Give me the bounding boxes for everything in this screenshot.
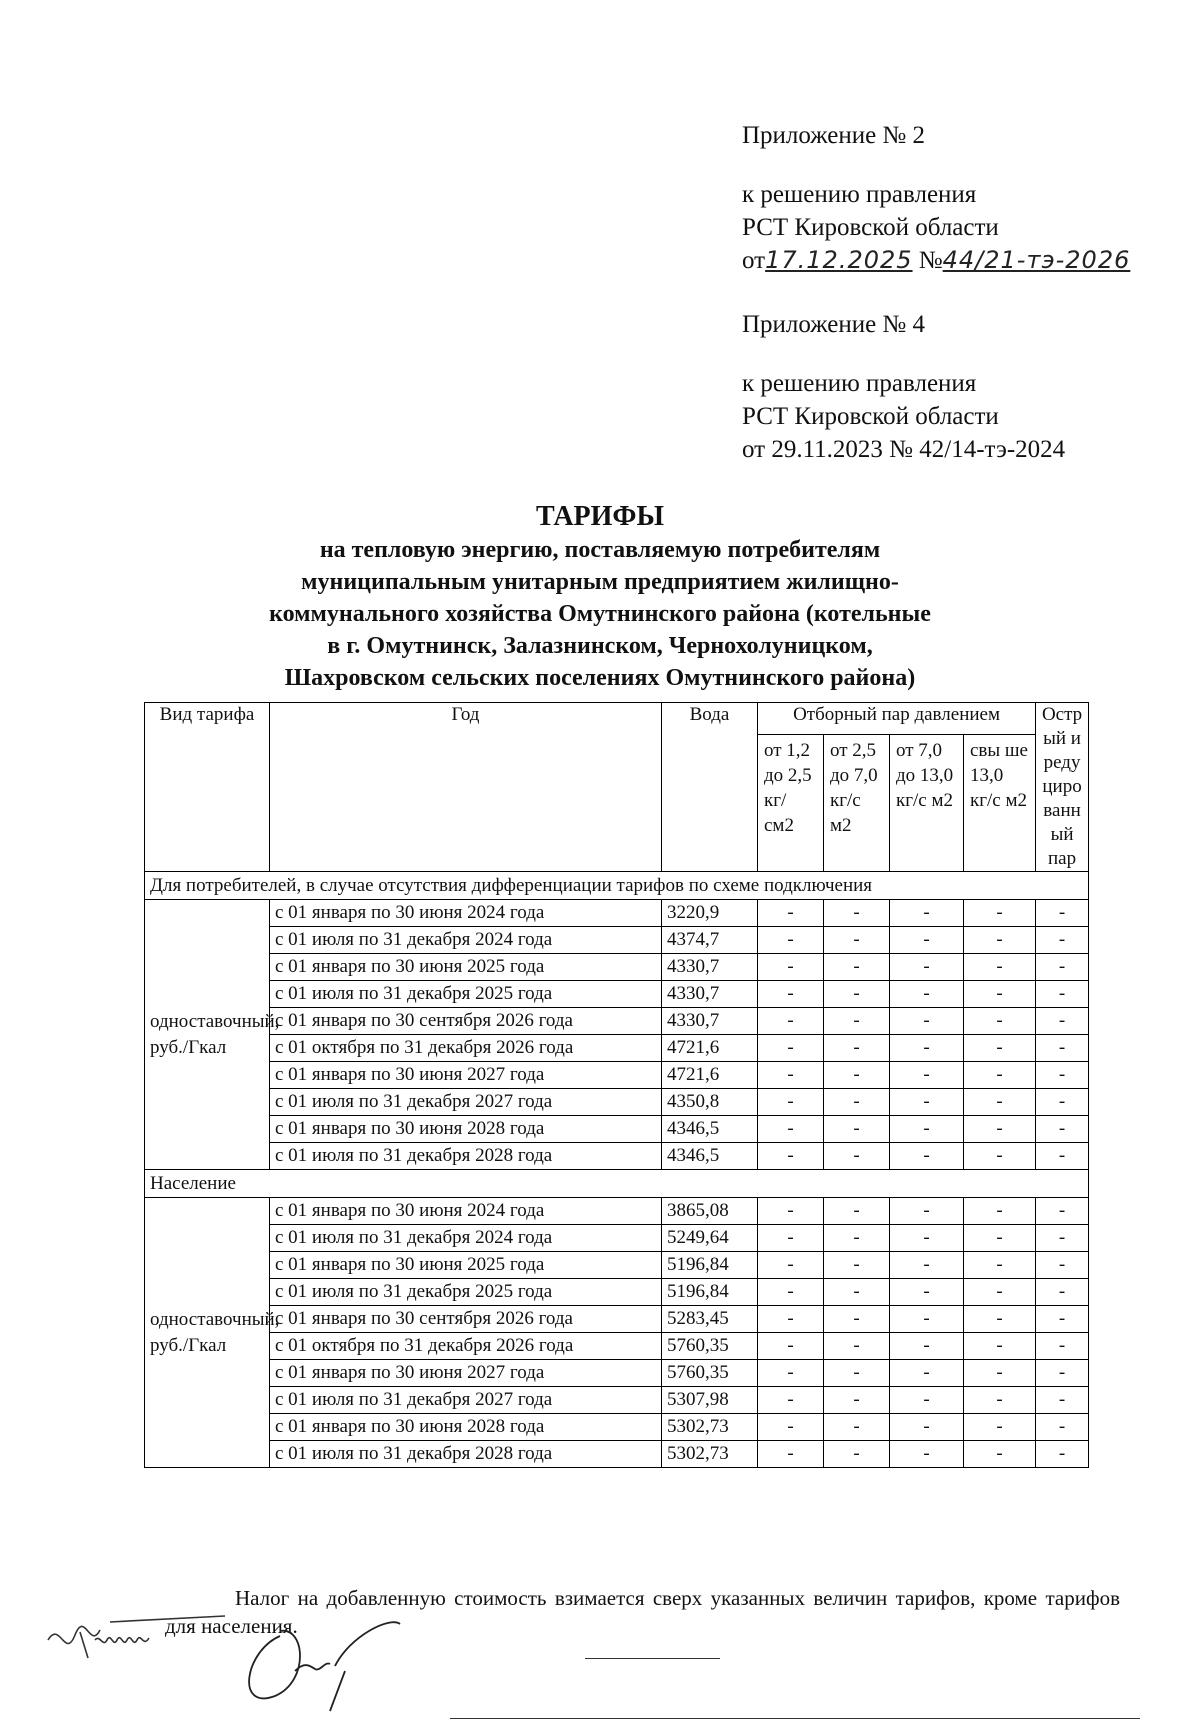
period-cell: с 01 января по 30 июня 2027 года: [270, 1360, 662, 1387]
water-tariff-cell: 4721,6: [662, 1035, 758, 1062]
empty-tariff-cell: -: [1036, 927, 1089, 954]
number-prefix: №: [918, 247, 943, 274]
empty-tariff-cell: -: [890, 1387, 964, 1414]
empty-tariff-cell: -: [758, 1360, 824, 1387]
section-label: Население: [145, 1170, 1089, 1198]
empty-tariff-cell: -: [758, 1116, 824, 1143]
table-row: [145, 1116, 1089, 1143]
empty-tariff-cell: -: [964, 981, 1036, 1008]
empty-tariff-cell: -: [1036, 1441, 1089, 1468]
empty-tariff-cell: -: [890, 1252, 964, 1279]
water-tariff-cell: 4330,7: [662, 981, 758, 1008]
period-cell: с 01 января по 30 июня 2024 года: [270, 900, 662, 927]
annex-decision-line: [742, 244, 1130, 277]
empty-tariff-cell: -: [1036, 1414, 1089, 1441]
section-label: Для потребителей, в случае отсутствия дифференциации тарифов по схеме подключения: [145, 872, 1089, 900]
empty-tariff-cell: -: [824, 1198, 890, 1225]
title-line: в г. Омутнинск, Залазнинском, Чернохолуницком,: [327, 633, 873, 659]
empty-tariff-cell: -: [1036, 1089, 1089, 1116]
period-cell: с 01 января по 30 июня 2027 года: [270, 1062, 662, 1089]
empty-tariff-cell: -: [1036, 1306, 1089, 1333]
table-row: [145, 1306, 1089, 1333]
table-row: [145, 1441, 1089, 1468]
water-tariff-cell: 5307,98: [662, 1387, 758, 1414]
empty-tariff-cell: -: [824, 1035, 890, 1062]
period-cell: с 01 июля по 31 декабря 2027 года: [270, 1089, 662, 1116]
empty-tariff-cell: -: [890, 1360, 964, 1387]
water-tariff-cell: 4330,7: [662, 1008, 758, 1035]
empty-tariff-cell: -: [890, 1089, 964, 1116]
empty-tariff-cell: -: [964, 1089, 1036, 1116]
water-tariff-cell: 4350,8: [662, 1089, 758, 1116]
annex-block-4: [742, 308, 1065, 466]
empty-tariff-cell: -: [824, 1306, 890, 1333]
title-line: муниципальным унитарным предприятием жилищно-: [301, 569, 899, 595]
period-cell: с 01 октября по 31 декабря 2026 года: [270, 1035, 662, 1062]
empty-tariff-cell: -: [758, 1143, 824, 1170]
empty-tariff-cell: -: [890, 954, 964, 981]
empty-tariff-cell: -: [1036, 954, 1089, 981]
title-line: Шахровском сельских поселениях Омутнинского района): [284, 665, 916, 691]
empty-tariff-cell: -: [964, 1252, 1036, 1279]
empty-tariff-cell: -: [890, 1306, 964, 1333]
tariff-type-cell: одноставочный, руб./Гкал: [145, 1198, 270, 1468]
header-tariff-type: Вид тарифа: [145, 703, 270, 872]
title-line: коммунального хозяйства Омутнинского района (котельные: [269, 601, 931, 627]
empty-tariff-cell: -: [890, 1198, 964, 1225]
empty-tariff-cell: -: [964, 1198, 1036, 1225]
title-line: на тепловую энергию, поставляемую потребителям: [319, 537, 881, 563]
empty-tariff-cell: -: [1036, 1279, 1089, 1306]
empty-tariff-cell: -: [824, 981, 890, 1008]
header-pressure-1: от 1,2 до 2,5 кг/ см2: [758, 735, 824, 872]
empty-tariff-cell: -: [890, 1414, 964, 1441]
annex-line: к решению правления: [742, 181, 977, 208]
handwritten-number: 44/21-тэ-2026: [942, 246, 1131, 274]
from-prefix: от: [742, 247, 766, 274]
table-row: [145, 1279, 1089, 1306]
empty-tariff-cell: -: [758, 1387, 824, 1414]
empty-tariff-cell: -: [758, 927, 824, 954]
annex-line: к решению правления: [742, 370, 977, 397]
empty-tariff-cell: -: [824, 1387, 890, 1414]
table-row: [145, 1414, 1089, 1441]
empty-tariff-cell: -: [758, 1441, 824, 1468]
empty-tariff-cell: -: [758, 954, 824, 981]
empty-tariff-cell: -: [964, 1008, 1036, 1035]
empty-tariff-cell: -: [1036, 1198, 1089, 1225]
empty-tariff-cell: -: [964, 954, 1036, 981]
period-cell: с 01 июля по 31 декабря 2025 года: [270, 1279, 662, 1306]
empty-tariff-cell: -: [824, 1062, 890, 1089]
empty-tariff-cell: -: [824, 1225, 890, 1252]
period-cell: с 01 января по 30 июня 2024 года: [270, 1198, 662, 1225]
empty-tariff-cell: -: [824, 1008, 890, 1035]
water-tariff-cell: 5196,84: [662, 1279, 758, 1306]
table-row: [145, 981, 1089, 1008]
table-row: [145, 1360, 1089, 1387]
empty-tariff-cell: -: [890, 927, 964, 954]
table-row: [145, 1198, 1089, 1225]
empty-tariff-cell: -: [758, 1198, 824, 1225]
handwritten-date: 17.12.2025: [765, 246, 913, 274]
table-row: [145, 1252, 1089, 1279]
section-row: [145, 872, 1089, 900]
water-tariff-cell: 5302,73: [662, 1441, 758, 1468]
tariff-table: [144, 702, 1089, 1468]
header-pressure-3: от 7,0 до 13,0 кг/с м2: [890, 735, 964, 872]
empty-tariff-cell: -: [824, 954, 890, 981]
empty-tariff-cell: -: [890, 1333, 964, 1360]
header-sharp-steam: Остр ый и реду циро ванн ый пар: [1036, 703, 1089, 872]
empty-tariff-cell: -: [964, 1116, 1036, 1143]
section-row: [145, 1170, 1089, 1198]
annex-line: РСТ Кировской области: [742, 214, 999, 241]
empty-tariff-cell: -: [890, 1279, 964, 1306]
empty-tariff-cell: -: [964, 1062, 1036, 1089]
water-tariff-cell: 5249,64: [662, 1225, 758, 1252]
empty-tariff-cell: -: [890, 1225, 964, 1252]
period-cell: с 01 января по 30 июня 2028 года: [270, 1414, 662, 1441]
water-tariff-cell: 5760,35: [662, 1333, 758, 1360]
header-pressure-2: от 2,5 до 7,0 кг/с м2: [824, 735, 890, 872]
empty-tariff-cell: -: [758, 1062, 824, 1089]
header-pressure-4: свы ше 13,0 кг/с м2: [964, 735, 1036, 872]
empty-tariff-cell: -: [1036, 1143, 1089, 1170]
period-cell: с 01 июля по 31 декабря 2024 года: [270, 1225, 662, 1252]
empty-tariff-cell: -: [890, 981, 964, 1008]
annex-title: Приложение № 4: [742, 311, 926, 338]
water-tariff-cell: 5196,84: [662, 1252, 758, 1279]
bottom-line: [450, 1718, 1140, 1719]
empty-tariff-cell: -: [1036, 981, 1089, 1008]
header-year: Год: [270, 703, 662, 872]
water-tariff-cell: 5302,73: [662, 1414, 758, 1441]
empty-tariff-cell: -: [824, 1279, 890, 1306]
document-title: [150, 500, 1050, 694]
empty-tariff-cell: -: [964, 900, 1036, 927]
header-steam: Отборный пар давлением: [758, 703, 1036, 735]
annex-title: Приложение № 2: [742, 122, 926, 149]
table-row: [145, 1143, 1089, 1170]
empty-tariff-cell: -: [758, 1279, 824, 1306]
empty-tariff-cell: -: [758, 1414, 824, 1441]
table-row: [145, 1333, 1089, 1360]
empty-tariff-cell: -: [758, 1035, 824, 1062]
empty-tariff-cell: -: [1036, 1225, 1089, 1252]
signature-line: [585, 1658, 720, 1659]
empty-tariff-cell: -: [824, 1333, 890, 1360]
empty-tariff-cell: -: [824, 927, 890, 954]
water-tariff-cell: 5760,35: [662, 1360, 758, 1387]
empty-tariff-cell: -: [964, 1306, 1036, 1333]
empty-tariff-cell: -: [824, 1441, 890, 1468]
empty-tariff-cell: -: [824, 1116, 890, 1143]
period-cell: с 01 июля по 31 декабря 2028 года: [270, 1441, 662, 1468]
water-tariff-cell: 4330,7: [662, 954, 758, 981]
title-main: ТАРИФЫ: [536, 501, 664, 532]
empty-tariff-cell: -: [758, 981, 824, 1008]
table-row: [145, 1008, 1089, 1035]
signature-2: [240, 1616, 410, 1716]
water-tariff-cell: 5283,45: [662, 1306, 758, 1333]
period-cell: с 01 января по 30 сентября 2026 года: [270, 1008, 662, 1035]
empty-tariff-cell: -: [1036, 1252, 1089, 1279]
empty-tariff-cell: -: [964, 1333, 1036, 1360]
table-row: [145, 954, 1089, 981]
empty-tariff-cell: -: [964, 1360, 1036, 1387]
signature-1: [40, 1610, 230, 1670]
water-tariff-cell: 3220,9: [662, 900, 758, 927]
empty-tariff-cell: -: [964, 927, 1036, 954]
empty-tariff-cell: -: [964, 1143, 1036, 1170]
water-tariff-cell: 4346,5: [662, 1143, 758, 1170]
empty-tariff-cell: -: [758, 1252, 824, 1279]
empty-tariff-cell: -: [964, 1035, 1036, 1062]
empty-tariff-cell: -: [824, 900, 890, 927]
table-row: [145, 900, 1089, 927]
water-tariff-cell: 4721,6: [662, 1062, 758, 1089]
water-tariff-cell: 4374,7: [662, 927, 758, 954]
annex-line: РСТ Кировской области: [742, 403, 999, 430]
period-cell: с 01 января по 30 сентября 2026 года: [270, 1306, 662, 1333]
table-row: [145, 1062, 1089, 1089]
table-row: [145, 927, 1089, 954]
empty-tariff-cell: -: [824, 1252, 890, 1279]
empty-tariff-cell: -: [890, 1143, 964, 1170]
empty-tariff-cell: -: [890, 1116, 964, 1143]
table-row: [145, 1387, 1089, 1414]
period-cell: с 01 января по 30 июня 2025 года: [270, 1252, 662, 1279]
empty-tariff-cell: -: [1036, 1333, 1089, 1360]
annex-line: от 29.11.2023 № 42/14-тэ-2024: [742, 436, 1066, 463]
empty-tariff-cell: -: [758, 1333, 824, 1360]
vat-note: Налог на добавленную стоимость взимается сверх указанных величин тарифов, кроме тарифов для населения.: [165, 1586, 1120, 1638]
empty-tariff-cell: -: [964, 1441, 1036, 1468]
empty-tariff-cell: -: [964, 1414, 1036, 1441]
period-cell: с 01 июля по 31 декабря 2027 года: [270, 1387, 662, 1414]
empty-tariff-cell: -: [1036, 1360, 1089, 1387]
empty-tariff-cell: -: [758, 1089, 824, 1116]
period-cell: с 01 июля по 31 декабря 2024 года: [270, 927, 662, 954]
empty-tariff-cell: -: [1036, 1008, 1089, 1035]
empty-tariff-cell: -: [1036, 1116, 1089, 1143]
tariff-type-cell: одноставочный, руб./Гкал: [145, 900, 270, 1170]
period-cell: с 01 января по 30 июня 2028 года: [270, 1116, 662, 1143]
empty-tariff-cell: -: [1036, 1062, 1089, 1089]
period-cell: с 01 января по 30 июня 2025 года: [270, 954, 662, 981]
empty-tariff-cell: -: [758, 900, 824, 927]
empty-tariff-cell: -: [824, 1089, 890, 1116]
empty-tariff-cell: -: [758, 1306, 824, 1333]
empty-tariff-cell: -: [824, 1143, 890, 1170]
empty-tariff-cell: -: [964, 1225, 1036, 1252]
empty-tariff-cell: -: [890, 1441, 964, 1468]
empty-tariff-cell: -: [890, 1062, 964, 1089]
empty-tariff-cell: -: [1036, 1387, 1089, 1414]
header-water: Вода: [662, 703, 758, 872]
empty-tariff-cell: -: [890, 1008, 964, 1035]
empty-tariff-cell: -: [758, 1008, 824, 1035]
table-row: [145, 1225, 1089, 1252]
table-row: [145, 1035, 1089, 1062]
period-cell: с 01 июля по 31 декабря 2025 года: [270, 981, 662, 1008]
empty-tariff-cell: -: [890, 1035, 964, 1062]
empty-tariff-cell: -: [1036, 1035, 1089, 1062]
period-cell: с 01 июля по 31 декабря 2028 года: [270, 1143, 662, 1170]
period-cell: с 01 октября по 31 декабря 2026 года: [270, 1333, 662, 1360]
empty-tariff-cell: -: [1036, 900, 1089, 927]
annex-block-2: [742, 119, 1130, 277]
empty-tariff-cell: -: [824, 1360, 890, 1387]
empty-tariff-cell: -: [890, 900, 964, 927]
table-row: [145, 1089, 1089, 1116]
empty-tariff-cell: -: [964, 1387, 1036, 1414]
water-tariff-cell: 4346,5: [662, 1116, 758, 1143]
water-tariff-cell: 3865,08: [662, 1198, 758, 1225]
empty-tariff-cell: -: [824, 1414, 890, 1441]
empty-tariff-cell: -: [964, 1279, 1036, 1306]
empty-tariff-cell: -: [758, 1225, 824, 1252]
